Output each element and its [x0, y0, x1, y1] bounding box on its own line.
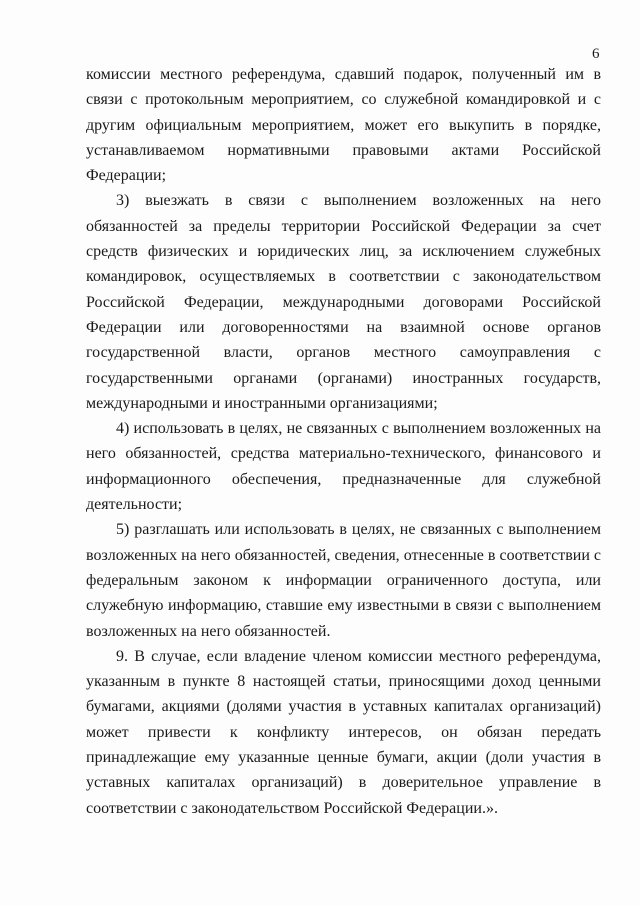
paragraph-item-4: 4) использовать в целях, не связанных с выполнением возложенных на него обязанностей, средства материально-технического, финансового и информационного обеспечения, предназначенные для служебной деятельности;: [86, 420, 601, 514]
page-number: 6: [592, 46, 600, 62]
paragraph-item-3: 3) выезжать в связи с выполнением возложенных на него обязанностей за пределы территории Российской Федерации за счет средств физических и юридических лиц, за исключением служебных командировок, осуществляемых в соответствии с законодательством Российской Федерации, международными договорами Российской Федерации или договоренностями на взаимной основе органов государственной власти, органов местного самоуправления с государственными органами (органами) иностранных государств, международными и иностранными организациями;: [86, 192, 601, 412]
document-body: [86, 62, 601, 821]
paragraph-continuation: комиссии местного референдума, сдавший подарок, полученный им в связи с протокольным мероприятием, со служебной командировкой и с другим официальным мероприятием, может его выкупить в порядке, устанавливаемом нормативными правовыми актами Российской Федерации;: [86, 66, 601, 185]
paragraph-point-9: 9. В случае, если владение членом комиссии местного референдума, указанным в пункте 8 настоящей статьи, приносящими доход ценными бумагами, акциями (долями участия в уставных капиталах организаций) может привести к конфликту интересов, он обязан передать принадлежащие ему указанные ценные бумаги, акции (доли участия в уставных капиталах организаций) в доверительное управление в соответствии с законодательством Российской Федерации.».: [86, 647, 601, 817]
paragraph-item-5: 5) разглашать или использовать в целях, не связанных с выполнением возложенных на него обязанностей, сведения, отнесенные в соответствии с федеральным законом к информации ограниченного доступа, или служебную информацию, ставшие ему известными в связи с выполнением возложенных на него обязанностей.: [86, 521, 601, 640]
